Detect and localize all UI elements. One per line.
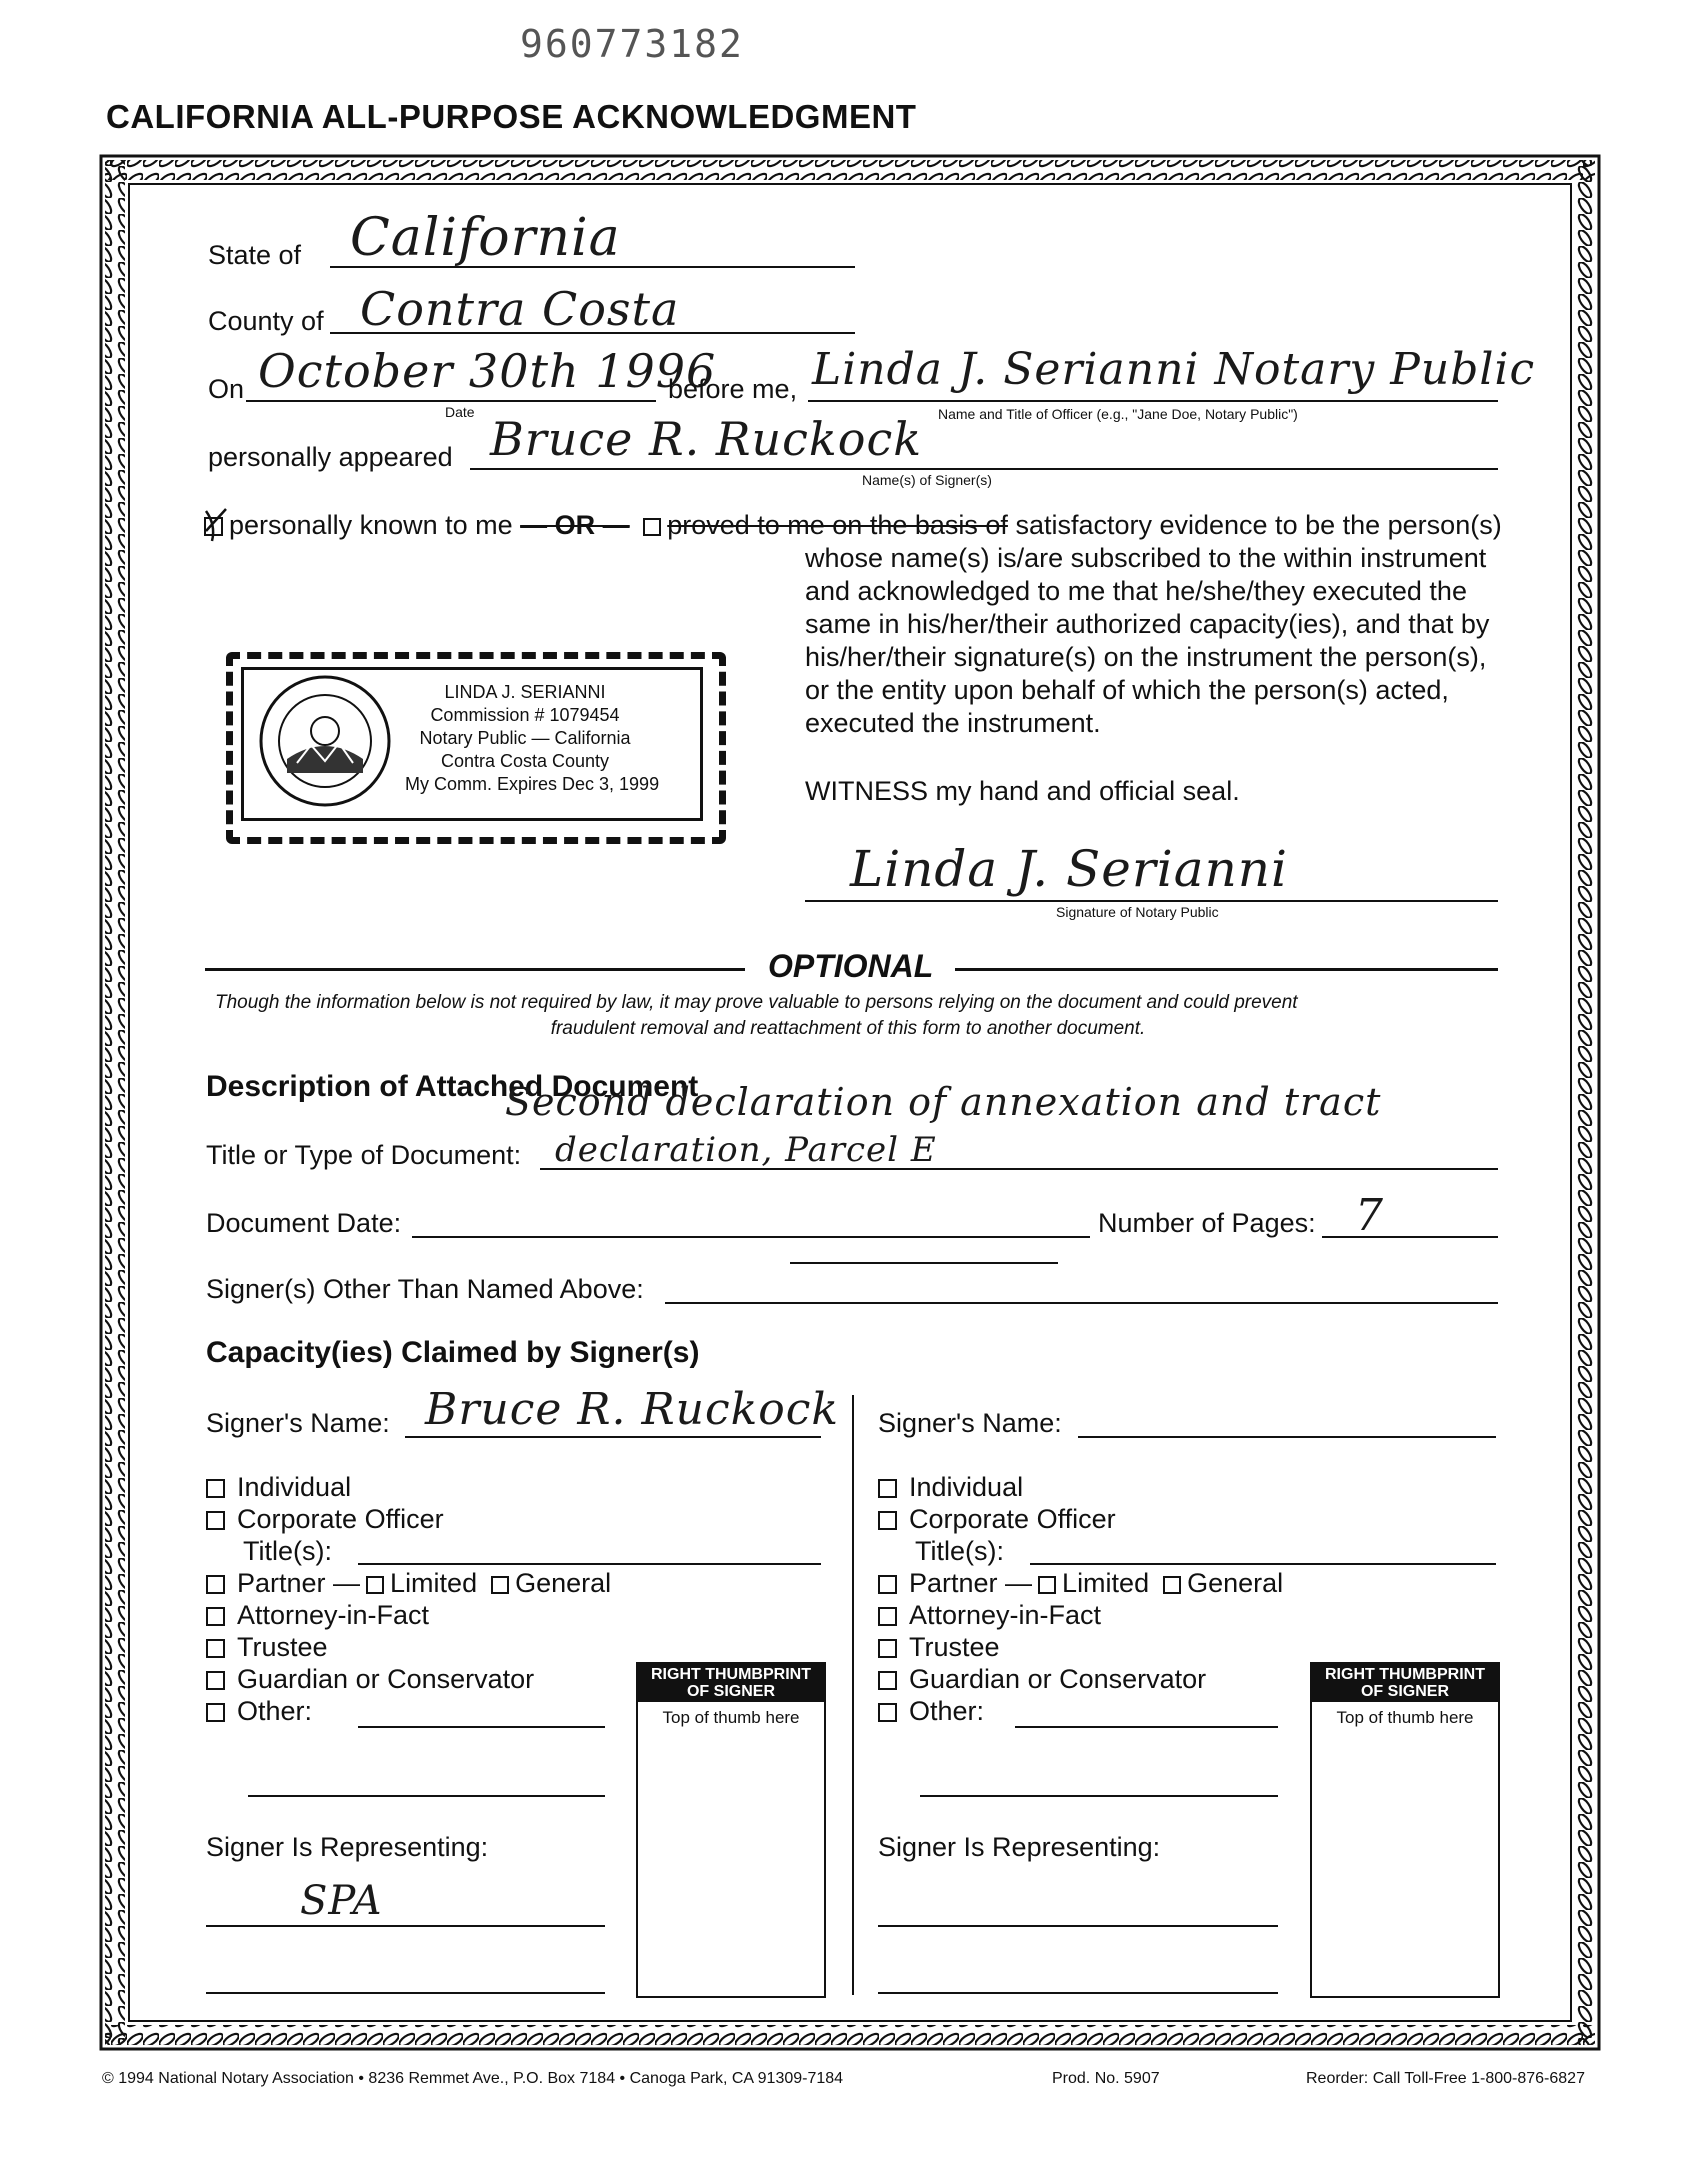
right-option-partner[interactable]: Partner — Limited General <box>878 1568 1283 1599</box>
notary-signature-line <box>805 900 1498 902</box>
left-option-partner[interactable]: Partner — Limited General <box>206 1568 611 1599</box>
left-other-line-2 <box>248 1795 605 1797</box>
doc-date-line <box>412 1236 1090 1238</box>
date-line <box>246 400 656 402</box>
other-signers-label: Signer(s) Other Than Named Above: <box>206 1274 644 1304</box>
left-option-individual[interactable]: Individual <box>206 1472 351 1503</box>
on-label: On <box>208 374 245 404</box>
left-option-trustee[interactable]: Trustee <box>206 1632 328 1663</box>
proved-checkbox[interactable] <box>643 518 661 536</box>
notary-signature: Linda J. Serianni <box>850 840 1288 898</box>
optional-heading: OPTIONAL <box>768 948 934 984</box>
or-text: — OR — <box>520 510 630 540</box>
right-option-titles: Title(s): <box>915 1536 1004 1566</box>
optional-rule-left <box>205 968 745 971</box>
right-option-corporate[interactable]: Corporate Officer <box>878 1504 1116 1535</box>
county-value: Contra Costa <box>360 282 680 336</box>
left-option-other[interactable]: Other: <box>206 1696 312 1727</box>
officer-value: Linda J. Serianni Notary Public <box>812 344 1536 395</box>
left-representing-value: SPA <box>300 1878 383 1924</box>
left-representing-line-1 <box>206 1925 605 1927</box>
known-text: personally known to me <box>229 510 513 540</box>
body-line-2: and acknowledged to me that he/she/they executed the <box>805 576 1467 606</box>
left-signer-name-value: Bruce R. Ruckock <box>425 1384 840 1435</box>
right-thumbprint-box: RIGHT THUMBPRINT OF SIGNER Top of thumb here <box>1310 1662 1500 1998</box>
right-option-guardian[interactable]: Guardian or Conservator <box>878 1664 1206 1695</box>
left-option-corporate[interactable]: Corporate Officer <box>206 1504 444 1535</box>
capacity-heading: Capacity(ies) Claimed by Signer(s) <box>206 1336 700 1369</box>
right-option-trustee[interactable]: Trustee <box>878 1632 1000 1663</box>
county-label: County of <box>208 306 324 336</box>
evidence-rest: satisfactory evidence to be the person(s) <box>1015 510 1502 540</box>
num-pages-label: Number of Pages: <box>1098 1208 1316 1238</box>
seal-commission: Commission # 1079454 <box>430 705 620 725</box>
left-representing-line-2 <box>206 1992 605 1994</box>
doc-type-label: Title or Type of Document: <box>206 1140 522 1170</box>
officer-caption: Name and Title of Officer (e.g., "Jane Doe, Notary Public") <box>938 406 1298 422</box>
right-thumb-sub: Top of thumb here <box>1336 1708 1474 1727</box>
num-pages-value: 7 <box>1355 1190 1384 1241</box>
body-line-4: his/her/their signature(s) on the instrument the person(s), <box>805 642 1487 672</box>
date-value: October 30th 1996 <box>258 344 717 398</box>
column-divider <box>852 1395 854 1995</box>
footer-prod: Prod. No. 5907 <box>1052 2070 1160 2087</box>
left-other-line <box>358 1726 605 1728</box>
signer-line <box>470 468 1498 470</box>
description-heading: Description of Attached Document <box>206 1070 699 1103</box>
form-title: CALIFORNIA ALL-PURPOSE ACKNOWLEDGMENT <box>106 98 917 135</box>
proved-text: proved to me on the basis of <box>637 510 1008 540</box>
left-signer-name-label: Signer's Name: <box>206 1408 390 1438</box>
officer-line <box>808 400 1498 402</box>
body-line-3: same in his/her/their authorized capacity(ies), and that by <box>805 609 1490 639</box>
stray-mark <box>790 1262 1058 1264</box>
document-number: 960773182 <box>520 22 744 66</box>
body-line-5: or the entity upon behalf of which the person(s) acted, <box>805 675 1449 705</box>
body-line-6: executed the instrument. <box>805 708 1101 738</box>
state-value: California <box>350 208 621 268</box>
left-representing-label: Signer Is Representing: <box>206 1832 489 1862</box>
seal-text <box>405 681 660 796</box>
right-option-attorney[interactable]: Attorney-in-Fact <box>878 1600 1101 1631</box>
state-label: State of <box>208 240 302 270</box>
doc-type-value-2: declaration, Parcel E <box>555 1130 937 1170</box>
signer-value: Bruce R. Ruckock <box>490 412 923 466</box>
body-line-1: whose name(s) is/are subscribed to the within instrument <box>805 543 1487 573</box>
date-caption: Date <box>445 404 475 420</box>
right-option-other[interactable]: Other: <box>878 1696 984 1727</box>
doc-type-value-1: Second declaration of annexation and tract <box>505 1080 1382 1124</box>
left-thumb-sub: Top of thumb here <box>662 1708 800 1727</box>
left-option-titles: Title(s): <box>243 1536 332 1566</box>
right-representing-line-1 <box>878 1925 1278 1927</box>
optional-note-1: Though the information below is not required by law, it may prove valuable to persons relying on the document and could prevent <box>215 992 1298 1013</box>
left-option-attorney[interactable]: Attorney-in-Fact <box>206 1600 429 1631</box>
signer-caption: Name(s) of Signer(s) <box>862 472 992 488</box>
right-option-individual[interactable]: Individual <box>878 1472 1023 1503</box>
footer-copyright: © 1994 National Notary Association • 8236 Remmet Ave., P.O. Box 7184 • Canoga Park, CA 91309-7184 <box>102 2070 844 2087</box>
seal-name: LINDA J. SERIANNI <box>444 682 606 702</box>
right-signer-name-line <box>1078 1436 1496 1438</box>
notary-seal-stamp <box>226 652 726 844</box>
signature-caption: Signature of Notary Public <box>1056 904 1219 920</box>
checkmark-icon <box>202 505 234 545</box>
seal-county: Contra Costa County <box>440 751 610 771</box>
num-pages-line <box>1322 1236 1498 1238</box>
state-seal-icon <box>257 673 393 809</box>
optional-note-2: fraudulent removal and reattachment of this form to another document. <box>550 1018 1146 1039</box>
seal-notary: Notary Public — California <box>419 728 631 748</box>
evidence-line <box>204 510 1502 541</box>
doc-date-label: Document Date: <box>206 1208 402 1238</box>
right-representing-label: Signer Is Representing: <box>878 1832 1161 1862</box>
optional-rule-right <box>955 968 1498 971</box>
right-representing-line-2 <box>878 1992 1278 1994</box>
right-titles-line <box>1030 1563 1496 1565</box>
other-signers-line <box>665 1302 1498 1304</box>
appeared-label: personally appeared <box>208 442 453 472</box>
left-titles-line <box>358 1563 821 1565</box>
right-signer-name-label: Signer's Name: <box>878 1408 1062 1438</box>
footer-reorder: Reorder: Call Toll-Free 1-800-876-6827 <box>1306 2070 1585 2087</box>
seal-expires: My Comm. Expires Dec 3, 1999 <box>405 774 660 794</box>
left-thumbprint-box: RIGHT THUMBPRINT OF SIGNER Top of thumb here <box>636 1662 826 1998</box>
left-signer-name-line <box>405 1436 821 1438</box>
left-option-guardian[interactable]: Guardian or Conservator <box>206 1664 534 1695</box>
before-me-label: before me, <box>668 374 798 404</box>
right-other-line <box>1015 1726 1278 1728</box>
right-other-line-2 <box>920 1795 1278 1797</box>
witness-text: WITNESS my hand and official seal. <box>805 776 1240 806</box>
